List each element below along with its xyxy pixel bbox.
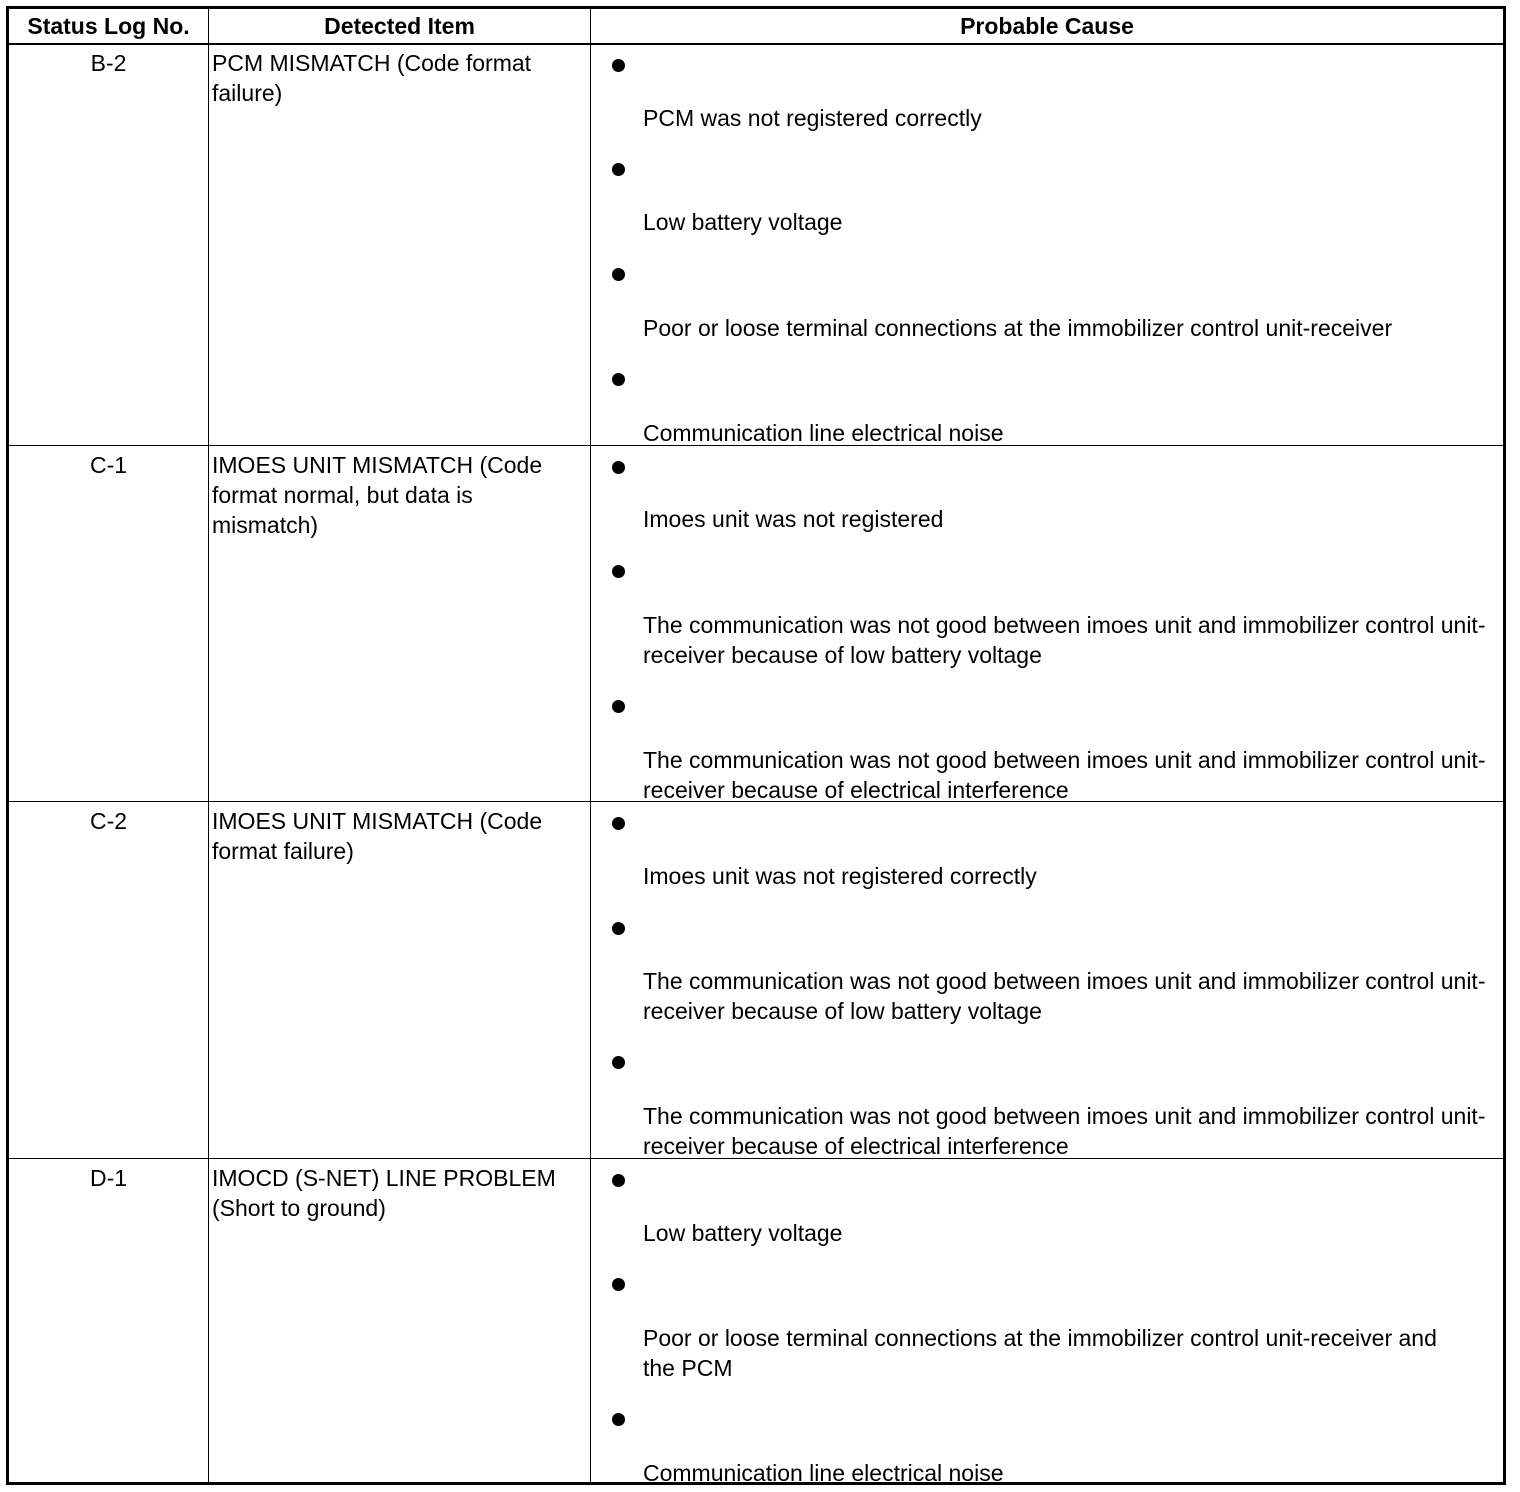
status-log-code: B-2 — [90, 50, 127, 76]
bullet-icon — [612, 1174, 625, 1187]
status-log-table — [6, 6, 1506, 1485]
bullet-icon — [612, 922, 625, 935]
probable-cause-item: The communication was not good between imoes unit and immobilizer control unit-receiver because of electrical interference — [643, 1103, 1486, 1159]
probable-cause-item: Poor or loose terminal connections at the immobilizer control unit-receiver and the PCM — [643, 1325, 1437, 1381]
bullet-icon — [612, 1413, 625, 1426]
bullet-icon — [612, 817, 625, 830]
bullet-icon — [612, 373, 625, 386]
status-log-code: D-1 — [89, 1165, 128, 1191]
header-divider — [9, 43, 1503, 45]
bullet-icon — [612, 163, 625, 176]
probable-cause-item: Low battery voltage — [643, 1220, 843, 1246]
bullet-icon — [612, 461, 625, 474]
bullet-icon — [612, 1278, 625, 1291]
probable-cause-item: Communication line electrical noise — [643, 1460, 1004, 1486]
probable-cause-item: Imoes unit was not registered — [643, 506, 944, 532]
detected-item: PCM MISMATCH (Code format failure) — [212, 50, 532, 106]
detected-item: IMOCD (S-NET) LINE PROBLEM (Short to ground) — [212, 1165, 556, 1221]
probable-cause-item: Communication line electrical noise — [643, 420, 1004, 446]
detected-item: IMOES UNIT MISMATCH (Code format normal, but data is mismatch) — [212, 452, 543, 538]
probable-cause-item: The communication was not good between imoes unit and immobilizer control unit-receiver because of electrical interference — [643, 747, 1486, 803]
header-probable-cause: Probable Cause — [960, 13, 1134, 39]
probable-cause-item: Low battery voltage — [643, 209, 843, 235]
detected-item: IMOES UNIT MISMATCH (Code format failure) — [212, 808, 543, 864]
bullet-icon — [612, 268, 625, 281]
header-detected-item: Detected Item — [324, 13, 475, 39]
bullet-icon — [612, 59, 625, 72]
status-log-code: C-1 — [89, 452, 128, 478]
probable-cause-item: Imoes unit was not registered correctly — [643, 863, 1037, 889]
column-divider — [208, 9, 209, 1482]
header-status-log-no: Status Log No. — [27, 13, 190, 39]
bullet-icon — [612, 565, 625, 578]
probable-cause-item: Poor or loose terminal connections at the immobilizer control unit-receiver — [643, 315, 1393, 341]
probable-cause-item: The communication was not good between imoes unit and immobilizer control unit-receiver because of low battery voltage — [643, 612, 1486, 668]
status-log-code: C-2 — [89, 808, 128, 834]
probable-cause-item: PCM was not registered correctly — [643, 105, 982, 131]
bullet-icon — [612, 1056, 625, 1069]
column-divider — [590, 9, 591, 1482]
probable-cause-item: The communication was not good between imoes unit and immobilizer control unit-receiver because of low battery voltage — [643, 968, 1486, 1024]
bullet-icon — [612, 700, 625, 713]
